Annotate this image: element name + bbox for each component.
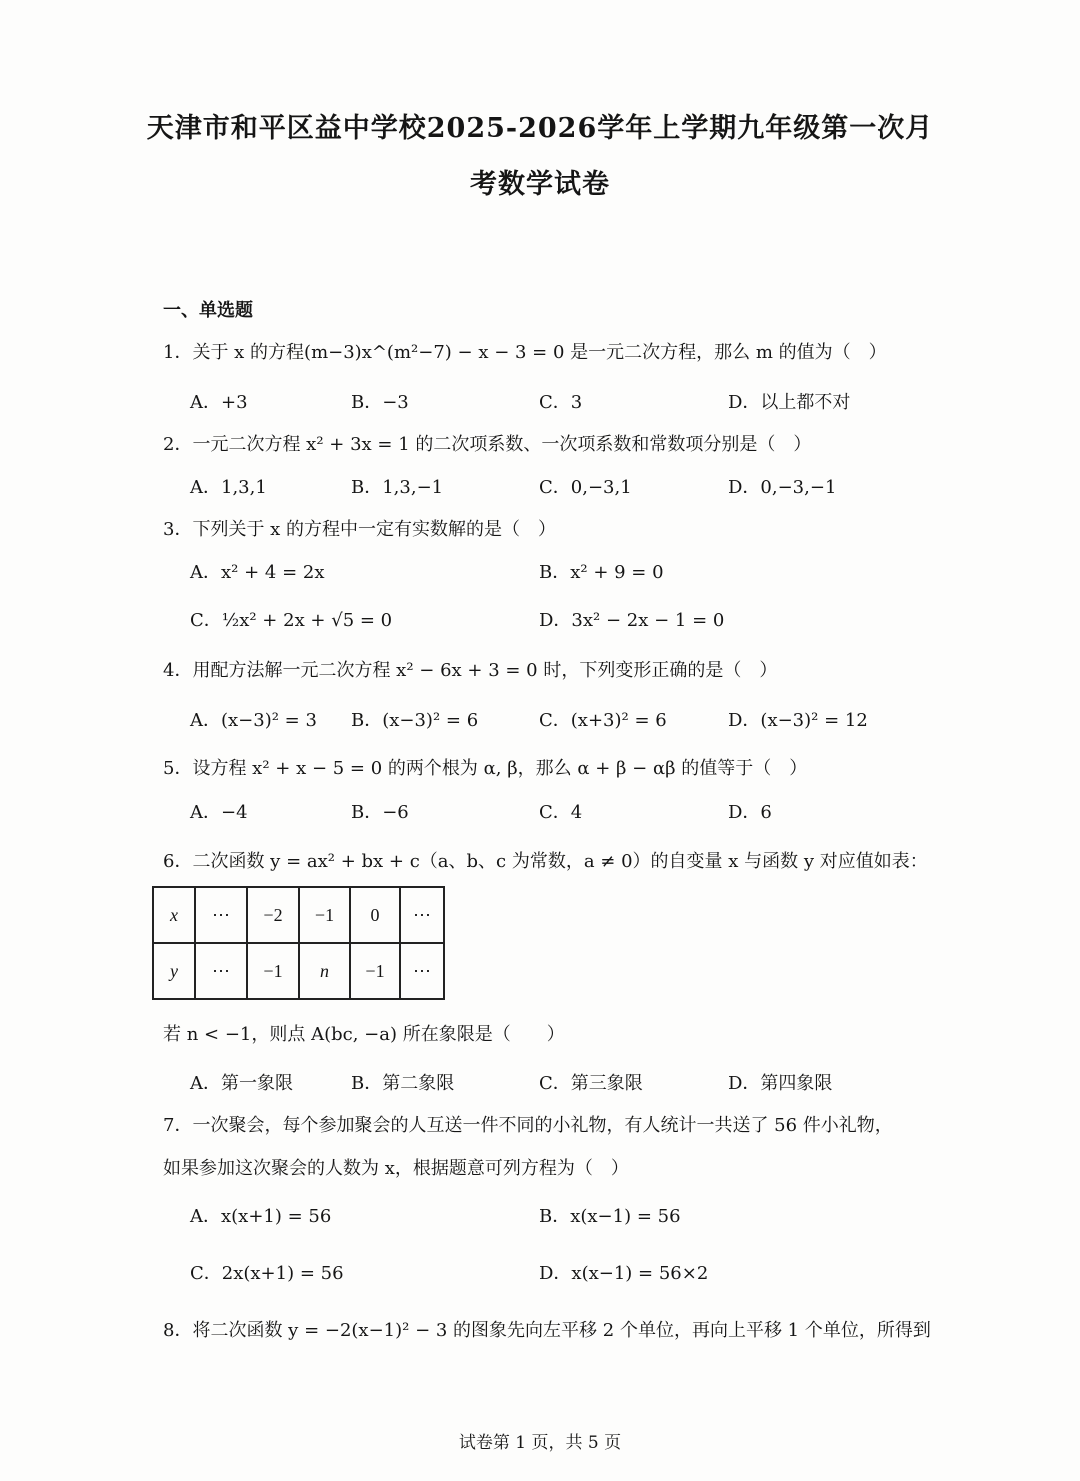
question-1-option-b: B．−3	[351, 392, 409, 413]
question-6-option-b: B．第二象限	[351, 1073, 455, 1094]
table-cell: y	[153, 943, 195, 999]
exam-title-line1: 天津市和平区益中学校2025-2026学年上学期九年级第一次月	[146, 113, 934, 144]
question-7-stem-line1: 7．一次聚会，每个参加聚会的人互送一件不同的小礼物，有人统计一共送了 56 件小礼物，	[163, 1115, 893, 1136]
question-4-option-c: C．(x+3)² = 6	[539, 710, 667, 731]
question-3-option-d: D．3x² − 2x − 1 = 0	[539, 610, 725, 631]
table-cell: n	[299, 943, 350, 999]
question-8-stem: 8．将二次函数 y = −2(x−1)² − 3 的图象先向左平移 2 个单位，再向上平移 1 个单位，所得到	[163, 1320, 931, 1341]
question-4-stem: 4．用配方法解一元二次方程 x² − 6x + 3 = 0 时，下列变形正确的是（ ）	[163, 660, 778, 681]
question-6-option-c: C．第三象限	[539, 1073, 643, 1094]
question-4-option-a: A．(x−3)² = 3	[190, 710, 317, 731]
question-7-stem-line2: 如果参加这次聚会的人数为 x，根据题意可列方程为（ ）	[163, 1158, 629, 1179]
question-7-option-d: D．x(x−1) = 56×2	[539, 1263, 709, 1284]
table-cell: −2	[247, 887, 299, 943]
question-5-option-d: D．6	[728, 802, 772, 823]
question-5-option-a: A．−4	[190, 802, 248, 823]
question-6-stem: 6．二次函数 y = ax² + bx + c（a、b、c 为常数，a ≠ 0）的自变量 x 与函数 y 对应值如表：	[163, 851, 928, 872]
question-7-option-b: B．x(x−1) = 56	[539, 1206, 681, 1227]
question-5-option-c: C．4	[539, 802, 583, 823]
table-cell: −1	[299, 887, 350, 943]
question-3-stem: 3．下列关于 x 的方程中一定有实数解的是（ ）	[163, 519, 557, 540]
table-cell: −1	[247, 943, 299, 999]
question-6-condition: 若 n < −1，则点 A(bc, −a) 所在象限是（ ）	[163, 1024, 565, 1045]
table-cell: 0	[350, 887, 400, 943]
question-3-option-b: B．x² + 9 = 0	[539, 562, 664, 583]
question-4-option-d: D．(x−3)² = 12	[728, 710, 868, 731]
question-5-option-b: B．−6	[351, 802, 409, 823]
question-2-option-a: A．1,3,1	[190, 477, 267, 498]
question-2-option-c: C．0,−3,1	[539, 477, 632, 498]
table-cell: −1	[350, 943, 400, 999]
value-table-row-x	[153, 887, 444, 943]
section-heading: 一、单选题	[163, 300, 253, 321]
question-1-stem: 1．关于 x 的方程(m−3)x^(m²−7) − x − 3 = 0 是一元二次方程，那么 m 的值为（ ）	[163, 342, 887, 363]
question-2-option-b: B．1,3,−1	[351, 477, 444, 498]
question-7-option-c: C．2x(x+1) = 56	[190, 1263, 344, 1284]
table-cell: ⋯	[400, 943, 444, 999]
question-6-option-d: D．第四象限	[728, 1073, 833, 1094]
question-7-option-a: A．x(x+1) = 56	[190, 1206, 332, 1227]
question-4-option-b: B．(x−3)² = 6	[351, 710, 479, 731]
value-table-row-y	[153, 943, 444, 999]
table-cell: ⋯	[195, 887, 247, 943]
question-3-option-a: A．x² + 4 = 2x	[190, 562, 325, 583]
question-1-option-c: C．3	[539, 392, 583, 413]
table-cell: ⋯	[400, 887, 444, 943]
question-5-stem: 5．设方程 x² + x − 5 = 0 的两个根为 α, β，那么 α + β − αβ 的值等于（ ）	[163, 758, 808, 779]
value-table	[152, 886, 445, 1000]
table-cell: ⋯	[195, 943, 247, 999]
page-footer: 试卷第 1 页，共 5 页	[458, 1433, 622, 1453]
question-2-stem: 2．一元二次方程 x² + 3x = 1 的二次项系数、一次项系数和常数项分别是（ ）	[163, 434, 812, 455]
exam-title-line2: 考数学试卷	[470, 169, 610, 200]
question-6-option-a: A．第一象限	[190, 1073, 293, 1094]
question-1-option-a: A．+3	[190, 392, 248, 413]
question-1-option-d: D．以上都不对	[728, 392, 851, 413]
question-2-option-d: D．0,−3,−1	[728, 477, 837, 498]
question-3-option-c: C．½x² + 2x + √5 = 0	[190, 610, 393, 631]
table-cell: x	[153, 887, 195, 943]
